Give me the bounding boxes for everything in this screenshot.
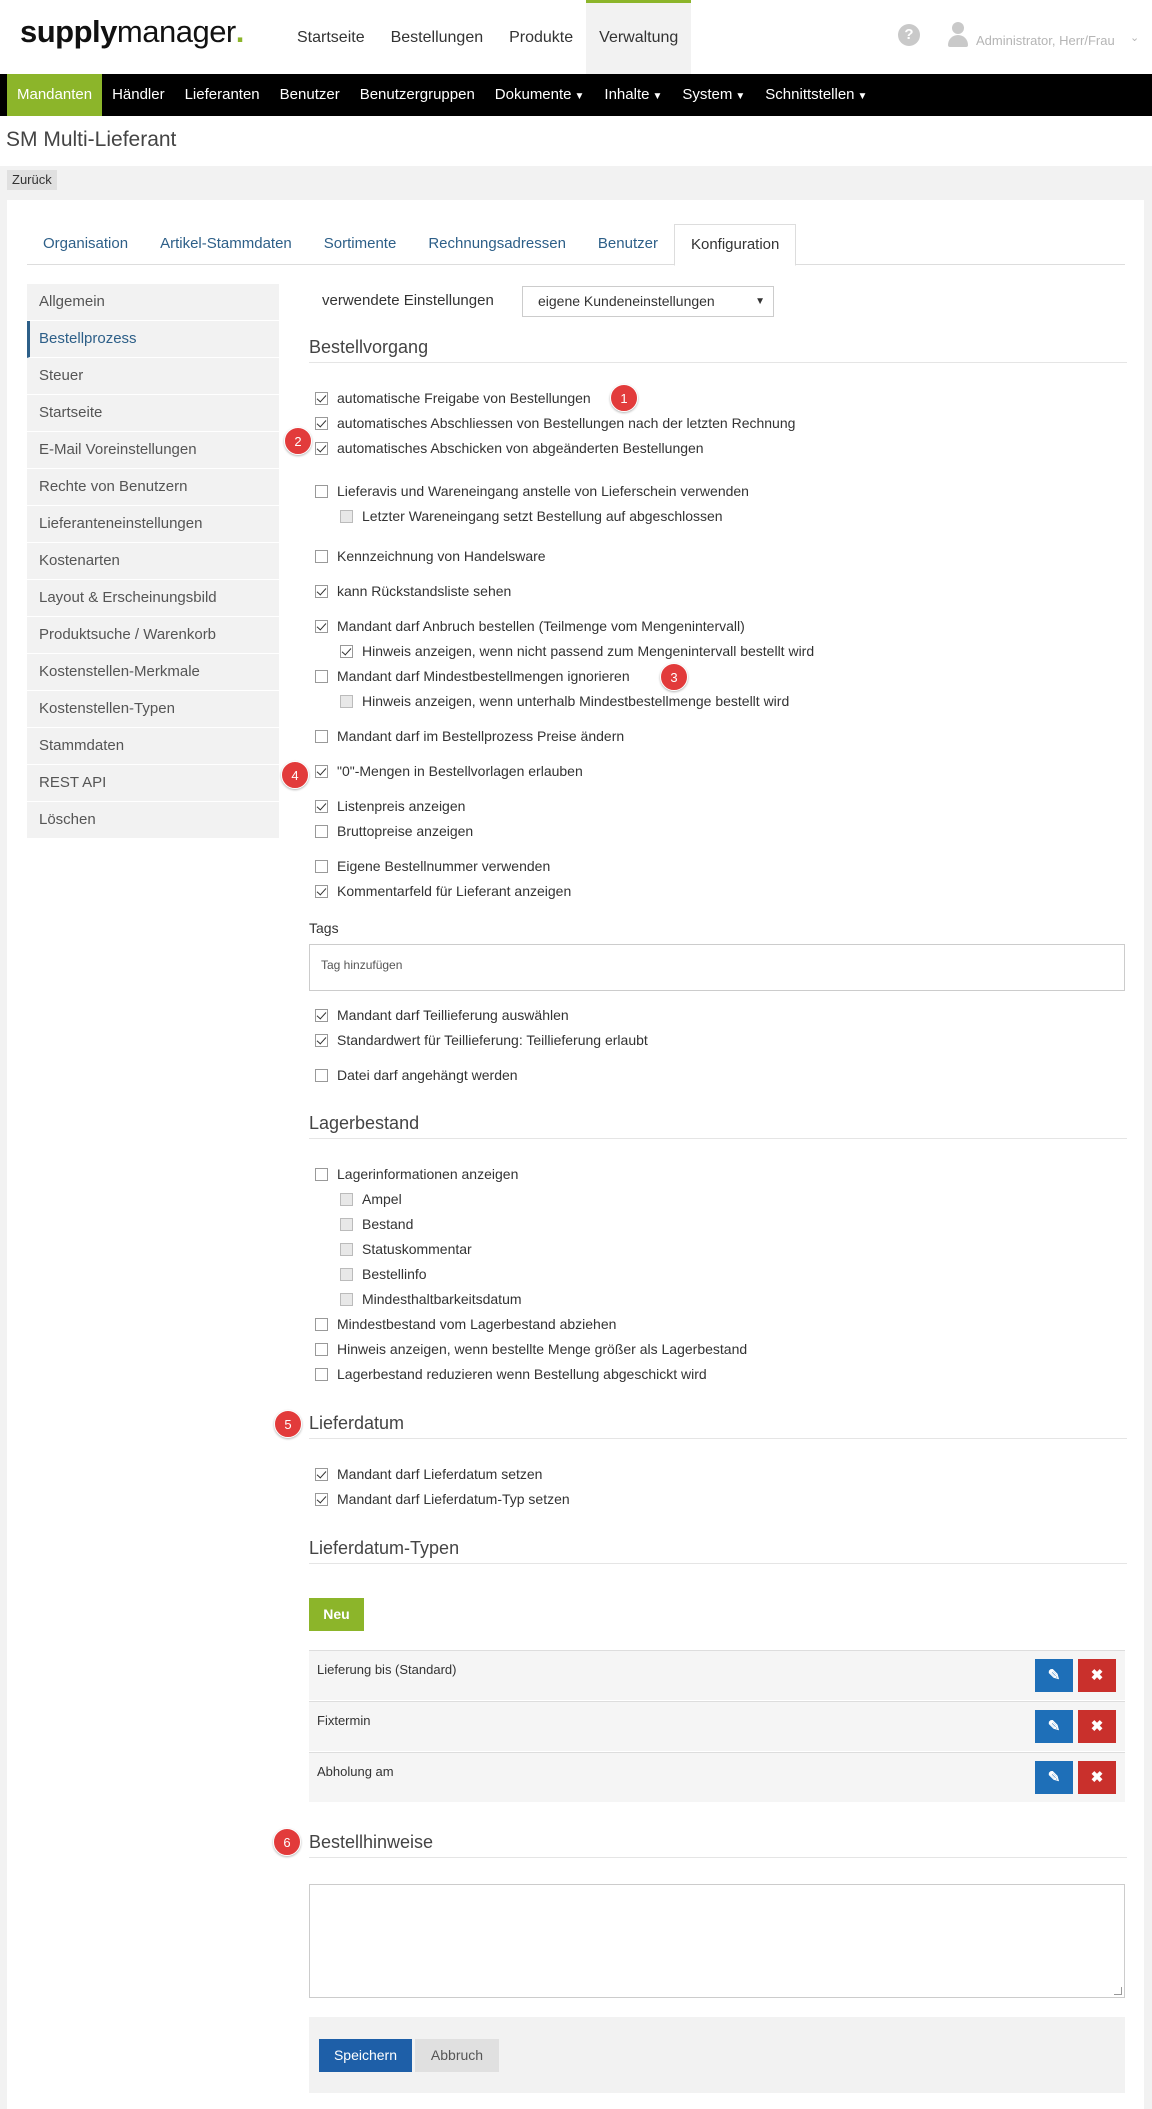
menu-system[interactable]: System ▼ xyxy=(682,86,746,103)
sidenav-item-loeschen[interactable]: Löschen xyxy=(27,802,279,839)
main-menu xyxy=(0,74,1152,116)
sidenav-item-rechte[interactable]: Rechte von Benutzern xyxy=(27,469,279,506)
row-name: Fixtermin xyxy=(317,1713,371,1728)
checkbox xyxy=(340,1218,353,1231)
top-nav-verwaltung[interactable]: Verwaltung xyxy=(586,0,691,74)
back-button[interactable]: Zurück xyxy=(7,170,57,190)
sidenav-item-kostenstellen-merkmale[interactable]: Kostenstellen-Merkmale xyxy=(27,654,279,691)
checkbox[interactable] xyxy=(315,1493,328,1506)
tab-konfiguration[interactable]: Konfiguration xyxy=(674,224,796,266)
sidenav-item-startseite[interactable]: Startseite xyxy=(27,395,279,432)
checkbox[interactable] xyxy=(315,550,328,563)
checkbox[interactable] xyxy=(315,765,328,778)
menu-mandanten[interactable]: Mandanten xyxy=(7,74,102,116)
section-lieferdatum-typen: Lieferdatum-Typen xyxy=(309,1538,1127,1564)
menu-benutzergruppen[interactable]: Benutzergruppen xyxy=(359,86,475,103)
user-icon[interactable] xyxy=(948,22,968,48)
checkbox[interactable] xyxy=(315,1343,328,1356)
config-panel: Organisation Artikel-Stammdaten Sortimente Rechnungsadressen Benutzer Konfiguration Allgemein Bestellprozess Steuer Startseite E-Mail Voreinstellungen Rechte von Benutzern Lieferanteneinstellungen Kostenarten Layout & Erscheinungsbild Produktsuche / Warenkorb Kostenstellen-Merkmale Kostenstellen-Typen Stammdaten REST API Löschen verwendete Einstellungen eigene Kundeneinstellungen ▼ Bestellvorgang automatische Freigabe von Bestellungen automatisches Abschliessen von Bestellungen nach der letzten Rechnung automatisches Abschicken von abgeänderten Bestellungen Lieferavis und Wareneingang anstelle von Lieferschein verwenden Letzter Wareneingang setzt Bestellung auf abgeschlossen Kennzeichnung von Handelsware kann Rückstandsliste sehen Mandant darf Anbruch bestellen (Teilmenge vom Mengenintervall) Hinweis anzeigen, wenn nicht passend zum Mengenintervall bestellt wird Mandant darf Mindestbestellmengen ignorieren Hinweis anzeigen, wenn unterhalb Mindestbestellmenge bestellt wird Mandant darf im Bestellprozess Preise ändern "0"-Mengen in Bestellvorlagen erlauben Listenpreis anzeigen Bruttopreise anzeigen Eigene Bestellnummer verwenden Kommentarfeld für Lieferant anzeigen Tags Tag hinzufügen Mandant darf Teillieferung auswählen Standardwert für Teillieferung: Teillieferung erlaubt Datei darf angehängt werden Lagerbestand Lagerinformationen anzeigen Ampel Bestand Statuskommentar Bestellinfo Mindesthaltbarkeitsdatum Mindestbestand vom Lagerbestand abziehen Hinweis anzeigen, wenn bestellte Menge größer als Lagerbestand Lagerbestand reduzieren wenn Bestellung abgeschickt wird Lieferdatum Mandant darf Lieferdatum setzen Mandant darf Lieferdatum-Typ setzen Lieferdatum-Typen Neu Lieferung bis (Standard) ✎ ✖ Fixtermin ✎ ✖ Abholung am ✎ ✖ Bestellhinweise Speichern Abbruch xyxy=(7,200,1144,2109)
logo[interactable]: supplymanager. xyxy=(20,14,244,49)
checkbox[interactable] xyxy=(315,885,328,898)
checkbox[interactable] xyxy=(315,585,328,598)
table-row xyxy=(309,1701,1125,1751)
tab-bar xyxy=(27,224,1125,265)
menu-dokumente[interactable]: Dokumente ▼ xyxy=(494,86,585,103)
user-menu-name[interactable]: Administrator, Herr/Frau xyxy=(976,33,1115,48)
times-icon[interactable]: ✖ xyxy=(1078,1659,1116,1692)
cancel-button[interactable]: Abbruch xyxy=(415,2039,499,2072)
sidenav-item-allgemein[interactable]: Allgemein xyxy=(27,284,279,321)
resize-grip-icon[interactable] xyxy=(1114,1987,1122,1995)
checkbox[interactable] xyxy=(315,800,328,813)
sidenav-item-bestellprozess[interactable]: Bestellprozess xyxy=(27,321,279,358)
checkbox[interactable] xyxy=(315,730,328,743)
annotation-marker-1: 1 xyxy=(610,384,638,412)
chevron-down-icon: ▼ xyxy=(735,91,746,102)
row-name: Lieferung bis (Standard) xyxy=(317,1662,457,1677)
tab-organisation[interactable]: Organisation xyxy=(43,235,129,252)
checkbox[interactable] xyxy=(315,442,328,455)
settings-label: verwendete Einstellungen xyxy=(322,292,494,309)
checkbox[interactable] xyxy=(315,485,328,498)
section-lagerbestand: Lagerbestand xyxy=(309,1113,1127,1139)
section-bestellhinweise: Bestellhinweise xyxy=(309,1832,1127,1858)
checkbox[interactable] xyxy=(315,670,328,683)
table-row xyxy=(309,1752,1125,1802)
checkbox xyxy=(340,1243,353,1256)
annotation-marker-3: 3 xyxy=(660,663,688,691)
checkbox[interactable] xyxy=(315,1009,328,1022)
annotation-marker-6: 6 xyxy=(273,1828,301,1856)
checkbox[interactable] xyxy=(315,1368,328,1381)
annotation-marker-5: 5 xyxy=(274,1410,302,1438)
save-button[interactable]: Speichern xyxy=(319,2039,412,2072)
page-title: SM Multi-Lieferant xyxy=(0,116,1152,166)
menu-inhalte[interactable]: Inhalte ▼ xyxy=(604,86,663,103)
times-icon[interactable]: ✖ xyxy=(1078,1761,1116,1794)
pencil-icon[interactable]: ✎ xyxy=(1035,1659,1073,1692)
table-row xyxy=(309,1650,1125,1700)
checkbox[interactable] xyxy=(315,1468,328,1481)
bestellhinweise-textarea[interactable] xyxy=(309,1884,1125,1998)
checkbox[interactable] xyxy=(315,860,328,873)
tags-label: Tags xyxy=(309,920,339,936)
menu-schnittstellen[interactable]: Schnittstellen ▼ xyxy=(765,86,868,103)
sidenav-item-rest-api[interactable]: REST API xyxy=(27,765,279,802)
annotation-marker-2: 2 xyxy=(284,427,312,455)
tab-artikel-stammdaten[interactable]: Artikel-Stammdaten xyxy=(160,235,292,252)
tab-benutzer[interactable]: Benutzer xyxy=(597,235,658,252)
top-nav-startseite[interactable]: Startseite xyxy=(297,29,365,46)
checkbox xyxy=(340,1268,353,1281)
checkbox[interactable] xyxy=(315,825,328,838)
sidenav-item-kostenarten[interactable]: Kostenarten xyxy=(27,543,279,580)
form-footer xyxy=(309,2017,1125,2093)
new-button[interactable]: Neu xyxy=(309,1598,364,1631)
menu-benutzer[interactable]: Benutzer xyxy=(279,86,340,103)
sidenav-item-email[interactable]: E-Mail Voreinstellungen xyxy=(27,432,279,469)
checkbox[interactable] xyxy=(315,1318,328,1331)
chevron-down-icon: ▼ xyxy=(652,91,663,102)
sidenav-item-stammdaten[interactable]: Stammdaten xyxy=(27,728,279,765)
help-icon[interactable]: ? xyxy=(898,24,920,46)
times-icon[interactable]: ✖ xyxy=(1078,1710,1116,1743)
annotation-marker-4: 4 xyxy=(281,761,309,789)
top-nav xyxy=(284,0,691,74)
chevron-down-icon[interactable]: ⌄ xyxy=(1130,32,1140,44)
checkbox xyxy=(340,510,353,523)
side-nav xyxy=(27,284,279,839)
caret-down-icon: ▼ xyxy=(755,296,765,307)
sidenav-item-produktsuche[interactable]: Produktsuche / Warenkorb xyxy=(27,617,279,654)
menu-lieferanten[interactable]: Lieferanten xyxy=(184,86,260,103)
checkbox[interactable] xyxy=(315,1069,328,1082)
checkbox xyxy=(340,695,353,708)
tags-input[interactable]: Tag hinzufügen xyxy=(309,944,1125,991)
section-bestellvorgang: Bestellvorgang xyxy=(309,337,1127,363)
checkbox[interactable] xyxy=(315,417,328,430)
section-lieferdatum: Lieferdatum xyxy=(309,1413,1127,1439)
sidenav-item-lieferanteneinstellungen[interactable]: Lieferanteneinstellungen xyxy=(27,506,279,543)
top-header xyxy=(0,0,1152,74)
tab-sortimente[interactable]: Sortimente xyxy=(323,235,397,252)
menu-haendler[interactable]: Händler xyxy=(112,86,165,103)
row-name: Abholung am xyxy=(317,1764,394,1779)
checkbox[interactable] xyxy=(315,392,328,405)
pencil-icon[interactable]: ✎ xyxy=(1035,1761,1073,1794)
checkbox[interactable] xyxy=(315,620,328,633)
sidenav-item-layout[interactable]: Layout & Erscheinungsbild xyxy=(27,580,279,617)
top-nav-produkte[interactable]: Produkte xyxy=(509,29,574,46)
checkbox[interactable] xyxy=(340,645,353,658)
settings-select[interactable]: eigene Kundeneinstellungen ▼ xyxy=(522,286,774,317)
checkbox xyxy=(340,1193,353,1206)
chevron-down-icon: ▼ xyxy=(857,91,868,102)
checkbox[interactable] xyxy=(315,1034,328,1047)
sidenav-item-kostenstellen-typen[interactable]: Kostenstellen-Typen xyxy=(27,691,279,728)
checkbox[interactable] xyxy=(315,1168,328,1181)
top-nav-bestellungen[interactable]: Bestellungen xyxy=(390,29,484,46)
chevron-down-icon: ▼ xyxy=(574,91,585,102)
sidenav-item-steuer[interactable]: Steuer xyxy=(27,358,279,395)
tab-rechnungsadressen[interactable]: Rechnungsadressen xyxy=(428,235,566,252)
pencil-icon[interactable]: ✎ xyxy=(1035,1710,1073,1743)
checkbox xyxy=(340,1293,353,1306)
